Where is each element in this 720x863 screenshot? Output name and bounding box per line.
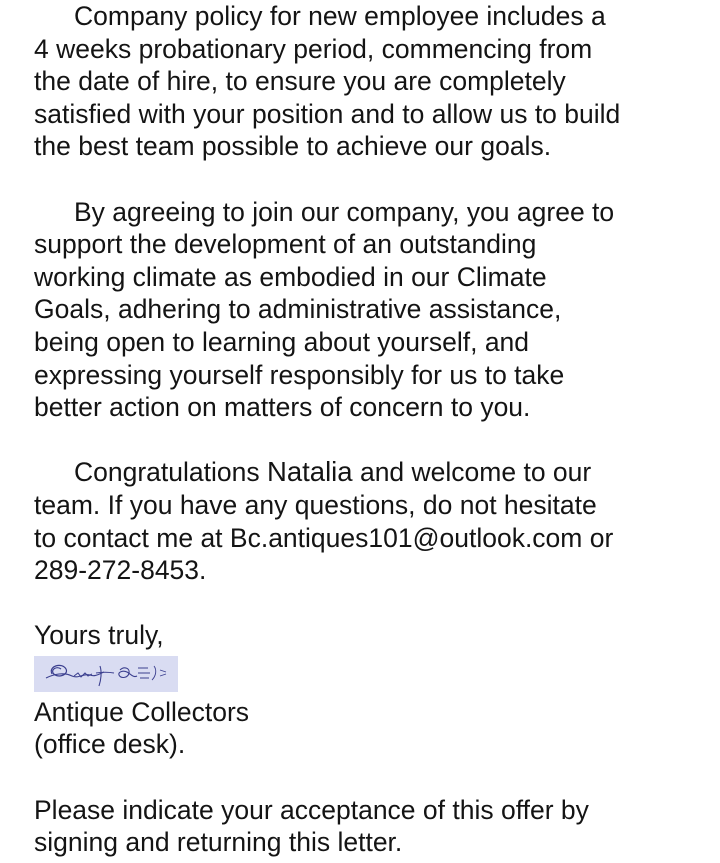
text-line: working climate as embodied in our Climate <box>34 261 547 292</box>
sender-name: Antique Collectors <box>34 696 250 727</box>
agreement-paragraph <box>34 196 714 424</box>
text-line: Please indicate your acceptance of this offer by <box>34 794 589 825</box>
acceptance-paragraph <box>34 794 714 859</box>
letter-body <box>34 0 714 859</box>
paragraph-gap <box>34 761 714 794</box>
welcome-paragraph <box>34 456 714 586</box>
contact-phone: 289-272-8453. <box>34 555 207 586</box>
text-line: being open to learning about yourself, and <box>34 326 530 357</box>
text-line <box>34 456 714 489</box>
paragraph-gap <box>34 587 714 620</box>
handwritten-signature-icon <box>34 656 178 692</box>
text-line: Goals, adhering to administrative assistance, <box>34 294 562 325</box>
greeting-text: Congratulations <box>74 457 267 488</box>
text-line: support the development of an outstanding <box>34 229 537 260</box>
closing-salutation: Yours truly, <box>34 620 164 651</box>
text-line: expressing yourself responsibly for us to take <box>34 359 565 390</box>
text-line: better action on matters of concern to you. <box>34 392 531 423</box>
paragraph-gap <box>34 163 714 196</box>
text-line: the date of hire, to ensure you are completely <box>34 66 566 97</box>
sender-department: (office desk). <box>34 729 186 760</box>
contact-email-line: to contact me at Bc.antiques101@outlook.com or <box>34 522 614 553</box>
text-line: signing and returning this letter. <box>34 827 403 858</box>
employee-name: Natalia <box>266 456 353 488</box>
paragraph-gap <box>34 424 714 457</box>
welcome-text: and welcome to our <box>352 457 592 488</box>
signature-drawing <box>34 656 178 692</box>
text-line: team. If you have any questions, do not hesitate <box>34 489 597 520</box>
text-line: Company policy for new employee includes a <box>74 1 606 31</box>
text-line: satisfied with your position and to allow us to build <box>34 98 621 129</box>
policy-paragraph <box>34 0 714 163</box>
text-line: By agreeing to join our company, you agree to <box>74 196 615 227</box>
text-line: the best team possible to achieve our goals. <box>34 131 552 162</box>
text-line: 4 weeks probationary period, commencing from <box>34 33 593 64</box>
